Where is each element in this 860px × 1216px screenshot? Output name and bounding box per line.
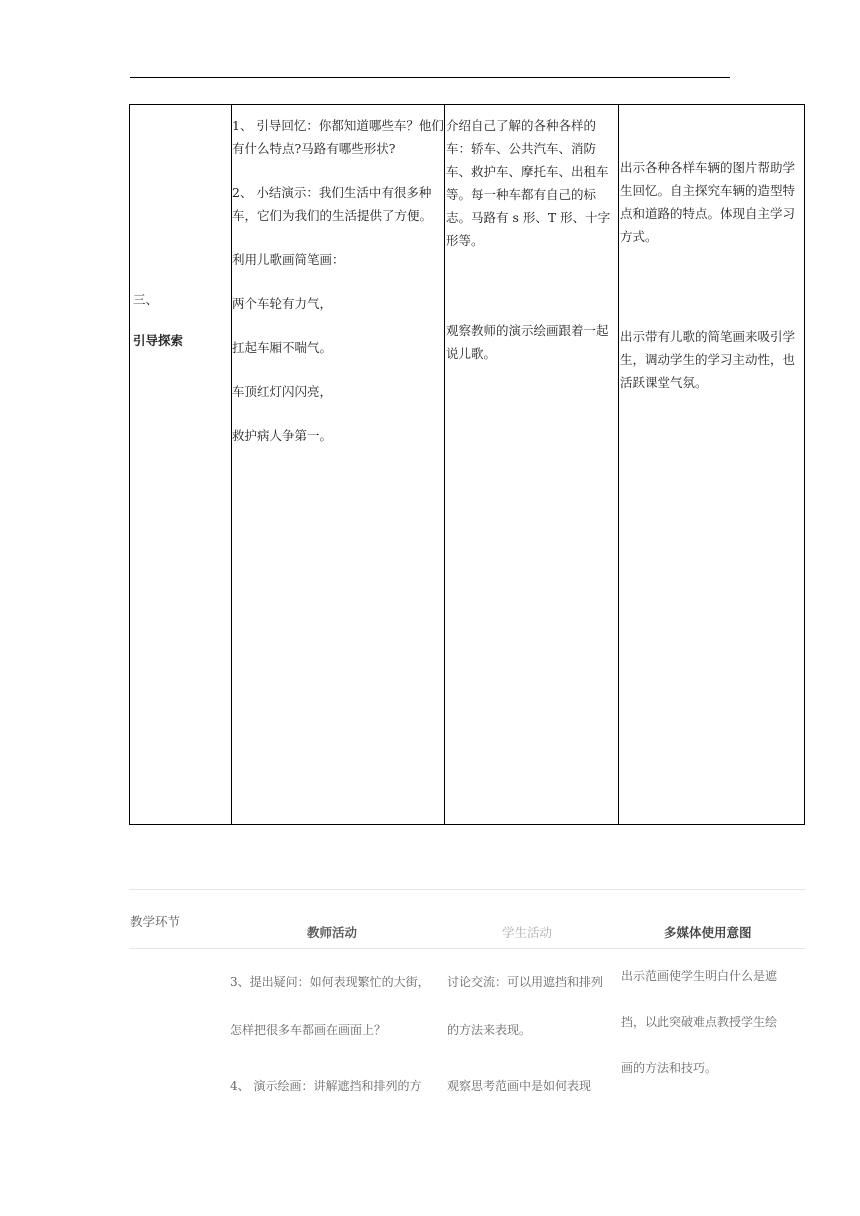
teacher-activity-text (230, 958, 442, 1110)
table2-header-rule (129, 948, 805, 949)
poem-line: 车顶红灯闪闪亮， (232, 384, 333, 399)
teacher-step-3: 利用儿歌画简笔画： (232, 252, 345, 267)
text-line: 挡，以此突破难点教授学生绘 (621, 1015, 778, 1029)
student-activity-1: 介绍自己了解的各种各样的车：轿车、公共汽车、消防车、救护车、摩托车、出租车等。每一种车都有自己的标志。马路有 s 形、T 形、十字形等。 (446, 118, 611, 248)
text-line: 3、提出疑问：如何表现繁忙的大街， (230, 975, 430, 989)
teacher-activity-cell (232, 105, 444, 824)
text-line: 讨论交流：可以用遮挡和排列 (447, 975, 604, 989)
phase-cell (130, 105, 231, 824)
text-line: 观察思考范画中是如何表现 (447, 1079, 592, 1093)
column-divider (618, 105, 619, 824)
phase-number: 三、 (133, 292, 159, 307)
teacher-step-2: 2、 小结演示：我们生活中有很多种车，它们为我们的生活提供了方便。 (232, 185, 433, 223)
media-intent-2: 出示带有儿歌的简笔画来吸引学生，调动学生的学习主动性，也活跃课堂气氛。 (620, 329, 796, 390)
phase-name: 引导探索 (133, 333, 184, 348)
header-media: 多媒体使用意图 (664, 925, 752, 940)
text-line: 出示范画使学生明白什么是遮 (621, 969, 778, 983)
poem-line: 扛起车厢不喘气。 (232, 340, 333, 355)
teacher-step-1: 1、 引导回忆：你都知道哪些车？他们有什么特点?马路有哪些形状? (232, 118, 444, 156)
media-intent-cell (620, 105, 805, 824)
header-teacher: 教师活动 (307, 925, 358, 940)
poem-line: 救护病人争第一。 (232, 428, 333, 443)
text-line: 4、 演示绘画：讲解遮挡和排列的方 (230, 1079, 422, 1093)
student-activity-2: 观察教师的演示绘画跟着一起说儿歌。 (446, 323, 609, 361)
lesson-table (129, 104, 805, 825)
text-line: 怎样把很多车都画在画面上？ (230, 1023, 387, 1037)
student-activity-cell (446, 105, 618, 824)
text-line: 画的方法和技巧。 (621, 1061, 718, 1075)
media-intent-text (621, 953, 805, 1091)
text-line: 的方法来表现。 (447, 1023, 532, 1037)
media-intent-1: 出示各种各样车辆的图片帮助学生回忆。自主探究车辆的造型特点和道路的特点。体现自主学习方式。 (620, 160, 796, 244)
header-rule (130, 77, 730, 78)
header-student: 学生活动 (502, 925, 553, 940)
column-divider (444, 105, 445, 824)
table2-top-rule (129, 889, 805, 890)
student-activity-text (447, 958, 617, 1110)
poem-line: 两个车轮有力气， (232, 296, 333, 311)
header-phase: 教学环节 (130, 914, 181, 929)
